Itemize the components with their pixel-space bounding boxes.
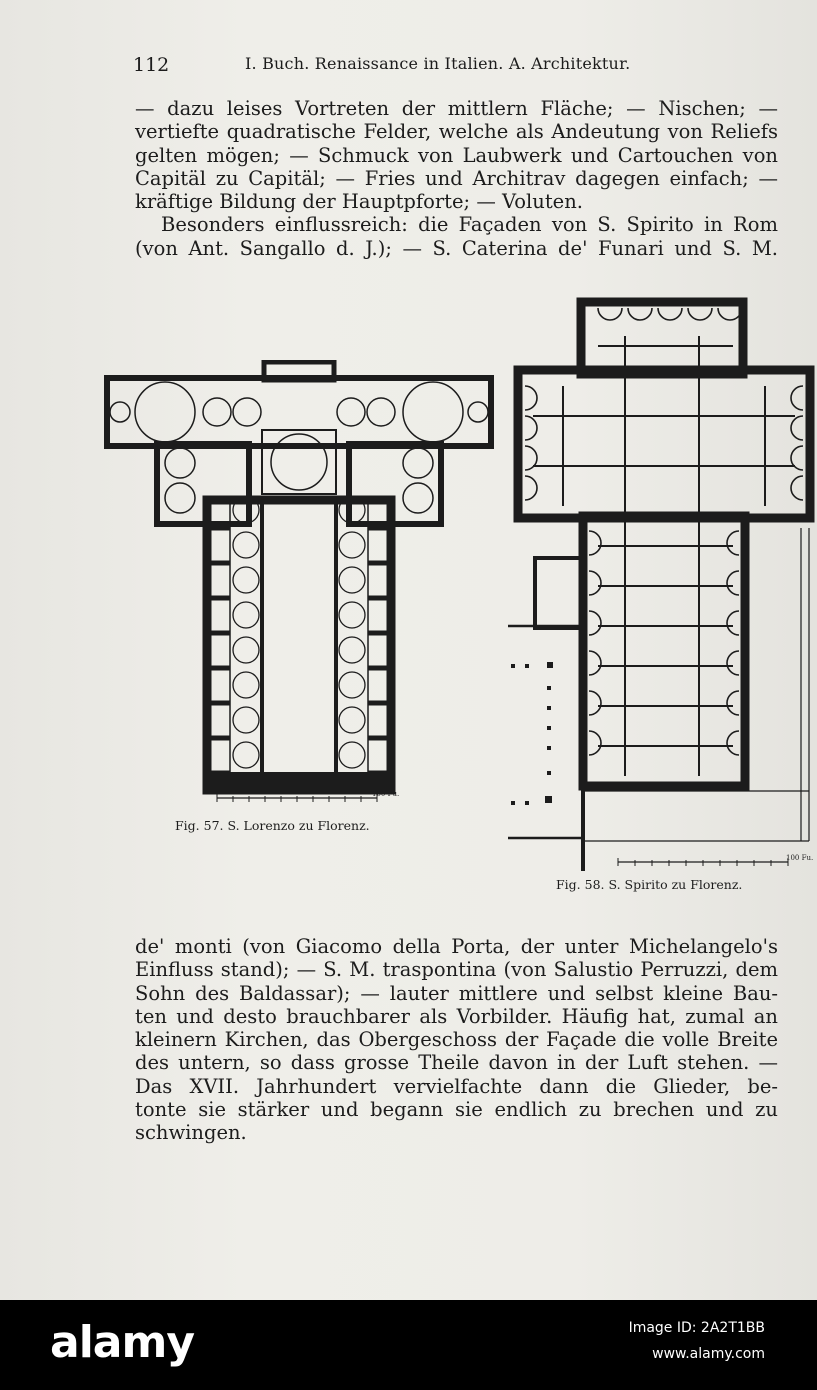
- text-line: de' monti (von Giacomo della Porta, der unter Michelangelo's: [135, 935, 778, 958]
- text-line: schwingen.: [135, 1121, 247, 1145]
- fig58-scale-label: 100 Fu.: [786, 854, 814, 862]
- text-line: gelten mögen; — Schmuck von Laubwerk und Cartouchen von: [135, 143, 778, 167]
- body-text-top: [135, 97, 778, 260]
- text-line: Das XVII. Jahrhundert vervielfachte dann die Glieder, be-: [135, 1074, 778, 1098]
- stock-footer-bar: [0, 1300, 817, 1390]
- text-line: tonte sie stärker und begann sie endlich zu brechen und zu: [135, 1098, 778, 1122]
- text-line: — dazu leises Vortreten der mittlern Fläche; — Nischen; —: [135, 97, 778, 120]
- fig57-floor-plan: [102, 360, 496, 810]
- text-line: vertiefte quadratische Felder, welche als Andeutung von Reliefs: [135, 120, 778, 144]
- fig58-caption: Fig. 58. S. Spirito zu Florenz.: [556, 877, 743, 892]
- text-line: des untern, so dass grosse Theile davon in der Luft stehen. —: [135, 1051, 778, 1075]
- text-line: Besonders einflussreich: die Façaden von S. Spirito in Rom: [161, 213, 778, 237]
- text-line: Sohn des Baldassar); — lauter mittlere und selbst kleine Bau-: [135, 981, 778, 1005]
- running-title: I. Buch. Renaissance in Italien. A. Architektur.: [245, 54, 631, 73]
- image-id-label: Image ID: 2A2T1BB: [628, 1320, 765, 1336]
- text-line: kräftige Bildung der Hauptpforte; — Voluten.: [135, 190, 583, 214]
- fig57-caption: Fig. 57. S. Lorenzo zu Florenz.: [175, 818, 370, 833]
- fig57-scale-label: 100 Fu.: [372, 790, 400, 798]
- page-number: 112: [133, 54, 170, 76]
- text-line: Capitäl zu Capitäl; — Fries und Architrav dagegen einfach; —: [135, 166, 778, 190]
- text-line: (von Ant. Sangallo d. J.); — S. Caterina de' Funari und S. M.: [135, 236, 778, 260]
- text-line: Einfluss stand); — S. M. traspontina (von Salustio Perruzzi, dem: [135, 958, 778, 982]
- body-text-bottom: [135, 935, 778, 1145]
- alamy-logo: alamy: [50, 1317, 194, 1368]
- text-line: ten und desto brauchbarer als Vorbilder. Häufig hat, zumal an: [135, 1004, 778, 1028]
- site-url: www.alamy.com: [652, 1346, 765, 1362]
- fig58-floor-plan: [503, 296, 815, 876]
- text-line: kleinern Kirchen, das Obergeschoss der Façade die volle Breite: [135, 1028, 778, 1052]
